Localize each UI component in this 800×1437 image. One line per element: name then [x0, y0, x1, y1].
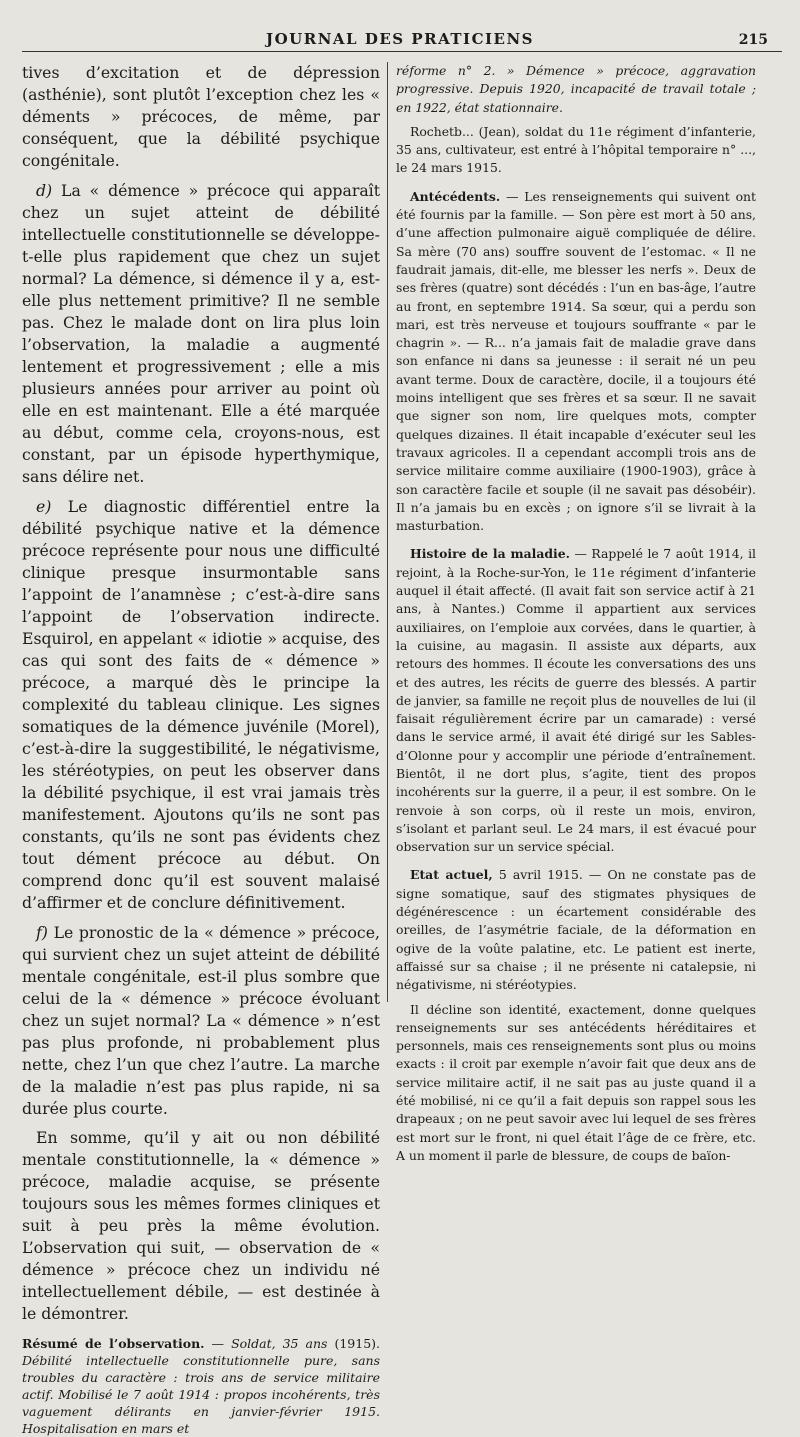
antecedents-text: — Les renseignements qui suivent ont été fournis par la famille. — Son père est mort à 50 ans, d’une affection pulmonaire aiguë compliquée de délire. Sa mère (70 ans) souffre souvent de l’estomac. « Il ne faudrait jamais, dit-elle, me blesser les nerfs ». Deux de ses frères (quatre) sont décédés : l’un en bas-âge, l’autre au front, en septembre 1914. Sa sœur, qui a perdu son mari, est très nerveuse et toujours souffrante « par le chagrin ». — R... n’a jamais fait de maladie grave dans son enfance ni dans sa jeunesse : il serait né un peu avant terme. Doux de caractère, docile, il a toujours été moins intelligent que ses frères et sa sœur. Il ne savait que signer son nom, lire quelques mots, compter quelques dizaines. Il était incapable d’exécuter seul les travaux agricoles. Il a cependant accompli trois ans de service militaire comme auxiliaire (1900-1903), grâce à son caractère facile et souple (il ne savait pas désobéir). Il n’a jamais bu en excès ; on ignore s’il se livrait à la masturbation. [396, 188, 756, 534]
summary-dash: — [204, 1336, 232, 1351]
history-heading: Histoire de la maladie. [410, 546, 570, 562]
paragraph-d [22, 180, 380, 488]
antecedents-section [396, 188, 756, 536]
current-state-date: 5 avril 1915. [492, 867, 583, 883]
item-label-f: f) [36, 923, 48, 942]
paragraph-e [22, 496, 380, 914]
page-header [20, 28, 780, 52]
paragraph-conclusion: En somme, qu’il y ait ou non débilité mentale constitutionnelle, la « démence » précoce, maladie acquise, se présente toujours sous les mêmes formes cliniques et suit à peu près la même évolution. L’observation qui suit, — observation de « démence » précoce chez un individu né intellectuellement débile, — est destinée à le démontrer. [22, 1128, 380, 1323]
paragraph-continuation: tives d’excitation et de dépression (asthénie), sont plutôt l’exception chez les « déments » précoces, de même, par conséquent, que la débilité psychique congénitale. [22, 63, 380, 170]
case-identification: Rochetb... (Jean), soldat du 11e régiment d’infanterie, 35 ans, cultivateur, est entré à l’hôpital temporaire n° ..., le 24 mars 1915. [396, 123, 756, 176]
observation-summary [22, 1335, 380, 1437]
paragraph-d-text: La « démence » précoce qui apparaît chez un sujet atteint de débilité intellectuelle constitutionnelle se développe-t-elle plus rapidement que chez un sujet normal? La démence, si démence il y a, est-elle plus nettement primitive? Il ne semble pas. Chez le malade dont on lira plus loin l’observation, la maladie a augmenté lentement et progressivement ; elle a mis plusieurs années pour arriver au point où elle en est maintenant. Elle a été marquée au début, comme cela, croyons-nous, est constant, par un épisode hyperthymique, sans délire net. [22, 181, 380, 486]
column-divider [387, 62, 388, 1002]
right-column [396, 62, 756, 1163]
item-label-d: d) [36, 181, 53, 200]
summary-continuation: réforme n° 2. » Démence » précoce, aggravation progressive. Depuis 1920, incapacité de travail totale ; en 1922, état stationnaire. [396, 63, 756, 115]
summary-heading: Résumé de l’observation. [22, 1336, 205, 1351]
current-state-text: — On ne constate pas de signe somatique, sauf des stigmates physiques de dégénérescence : un écartement considérable des oreilles, de l’asymétrie faciale, de la déformation en ogive de la voûte palatine, etc. Le patient est inerte, affaissé sur sa chaise ; il ne présente ni catalepsie, ni négativisme, ni stéréotypies. [396, 867, 756, 993]
current-state-heading: Etat actuel, [410, 867, 493, 883]
summary-text: Débilité intellectuelle constitutionnelle pure, sans troubles du caractère : trois ans de service militaire actif. Mobilisé le 7 août 1914 : propos incohérents, très vaguement délirants en janvier-février 1915. Hospitalisation en mars et [22, 1353, 380, 1436]
paragraph-e-text: Le diagnostic différentiel entre la débilité psychique native et la démence précoce représente pour nous une difficulté clinique presque insurmontable sans l’appoint de l’anamnèse ; c’est-à-dire sans l’appoint de l’observation indirecte. Esquirol, en appelant « idiotie » acquise, des cas qui sont des faits de « démence » précoce, a marqué dès le principe la complexité du tableau clinique. Les signes somatiques de la démence juvénile (Morel), c’est-à-dire la suggestibilité, le négativisme, les stéréotypies, on peut les observer dans la débilité psychique, il est vrai jamais très manifestement. Ajoutons qu’ils ne sont pas constants, qu’ils ne sont pas évidents chez tout dément précoce au début. On comprend donc qu’il est souvent malaisé d’affirmer et de conclure définitivement. [22, 497, 380, 912]
history-section [396, 545, 756, 856]
current-state-section [396, 866, 756, 994]
summary-year: (1915). [327, 1336, 381, 1351]
summary-soldier: Soldat, 35 ans [231, 1336, 328, 1351]
left-column [22, 62, 381, 1436]
header-rule [22, 51, 782, 52]
item-label-e: e) [36, 497, 52, 516]
page-number: 215 [738, 32, 768, 48]
history-text: — Rappelé le 7 août 1914, il rejoint, à la Roche-sur-Yon, le 11e régiment d’infanterie auquel il était affecté. (Il avait fait son service actif à 21 ans, à Nantes.) Comme il appartient aux services auxiliaires, on l’emploie aux corvées, dans le quartier, à la cuisine, au magasin. Il assiste aux départs, aux retours des hommes. Il écoute les conversations des uns et des autres, les récits de guerre des blessés. A partir de janvier, sa famille ne reçoit plus de nouvelles de lui (il faisait régulièrement écrire par un camarade) : versé dans le service armé, il avait été dirigé sur les Sables-d’Olonne pour y accomplir une période d’entraînement. Bientôt, il ne dort plus, s’agite, tient des propos incohérents sur la guerre, il a peur, il est sombre. On le renvoie à son corps, où il reste un mois, environ, s’isolant et parlant seul. Le 24 mars, il est évacué pour observation sur un service spécial. [396, 546, 756, 855]
paragraph-f-text: Le pronostic de la « démence » précoce, qui survient chez un sujet atteint de débilité mentale congénitale, est-il plus sombre que celui de la « démence » précoce évoluant chez un sujet normal? La « démence » n’est pas plus profonde, ni probablement plus nette, chez l’un que chez l’autre. La marche de la maladie n’est pas plus rapide, ni sa durée plus courte. [22, 923, 380, 1118]
paragraph-f [22, 922, 380, 1120]
journal-title: JOURNAL DES PRATICIENS [266, 30, 534, 48]
antecedents-heading: Antécédents. [410, 188, 501, 204]
identity-paragraph: Il décline son identité, exactement, donne quelques renseignements sur ses antécédents héréditaires et personnels, mais ces renseignements sont plus ou moins exacts : il croit par exemple n’avoir fait que deux ans de service militaire actif, il ne sait pas au juste quand il a été mobilisé, ni ce qu’il a fait depuis son rappel sous les drapeaux ; on ne peut savoir avec lui lequel de ses frères est mort sur le front, ni quel était l’âge de ce frère, etc. A un moment il parle de blessure, de coups de baïon- [396, 1001, 756, 1163]
